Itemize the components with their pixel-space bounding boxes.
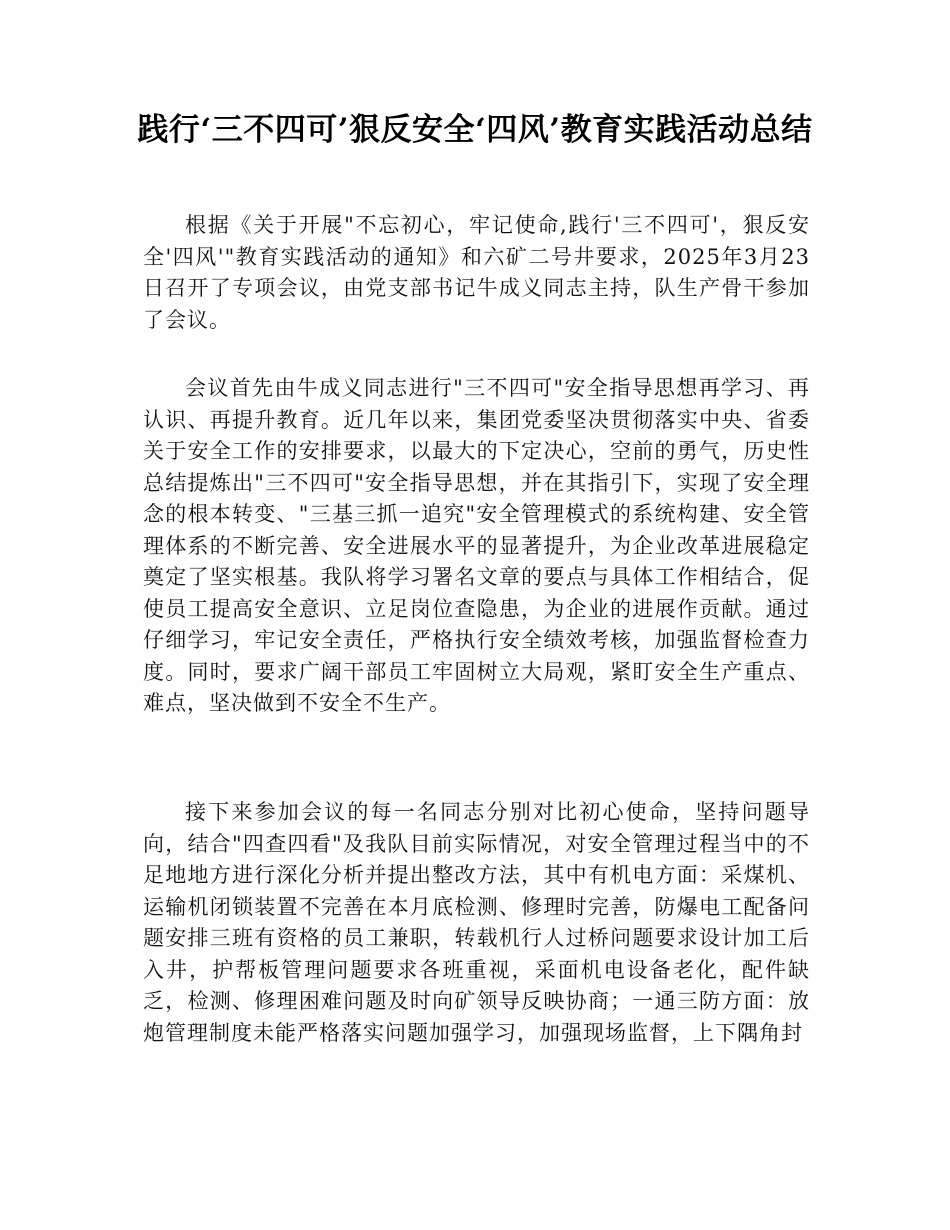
paragraph-study-content: 会议首先由牛成义同志进行"三不四可"安全指导思想再学习、再认识、再提升教育。近几年以来，集团党委坚决贯彻落实中央、省委关于安全工作的安排要求，以最大的下定决心，空前的勇气，历史性总结提炼出"三不四可"安全指导思想，并在其指引下，实现了安全理念的根本转变、"三基三抓一追究"安全管理模式的系统构建、安全管理体系的不断完善、安全进展水平的显著提升，为企业改革进展稳定奠定了坚实根基。我队将学习署名文章的要点与具体工作相结合，促使员工提高安全意识、立足岗位查隐患，为企业的进展作贡献。通过仔细学习，牢记安全责任，严格执行安全绩效考核，加强监督检查力度。同时，要求广阔干部员工牢固树立大局观，紧盯安全生产重点、难点，坚决做到不安全不生产。 [143,376,810,715]
paragraph-rectification: 接下来参加会议的每一名同志分别对比初心使命，坚持问题导向，结合"四查四看"及我队目前实际情况，对安全管理过程当中的不足地地方进行深化分析并提出整改方法，其中有机电方面：采煤机、运输机闭锁装置不完善在本月底检测、修理时完善，防爆电工配备问题安排三班有资格的员工兼职，转载机行人过桥问题要求设计加工后入井，护帮板管理问题要求各班重视，采面机电设备老化，配件缺乏，检测、修理困难问题及时向矿领导反映协商；一通三防方面：放炮管理制度未能严格落实问题加强学习，加强现场监督，上下隅角封 [143,800,810,1045]
paragraph-meeting-intro: 根据《关于开展"不忘初心，牢记使命,践行'三不四可'，狠反安全'四风'"教育实践活动的通知》和六矿二号井要求，2025年3月23日召开了专项会议，由党支部书记牛成义同志主持，队生产骨干参加了会议。 [143,213,810,332]
document-title: 践行‘三不四可’狠反安全‘四风’教育实践活动总结 [137,112,813,148]
